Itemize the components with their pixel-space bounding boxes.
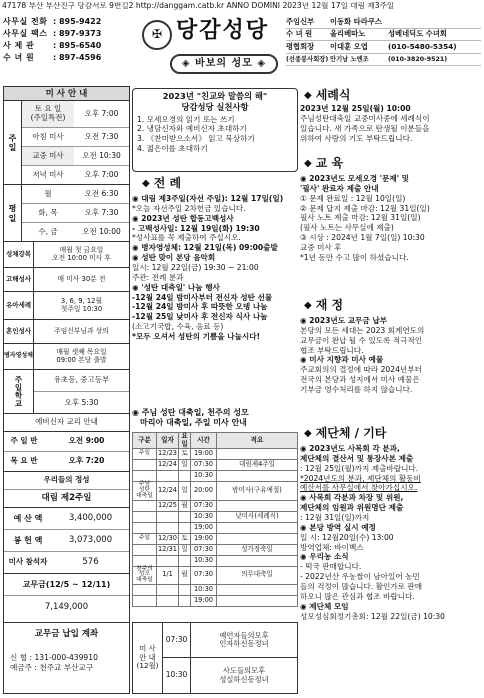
schedule-cell: 19:00 [191,449,217,460]
groups-item: ◉ 2023년도 사목회 각 분과, [300,444,400,453]
education-item: ① 문제 완료일 : 12월 10일(일) [300,193,406,203]
schedule-row [133,482,298,500]
groups-item: 제단체의 결산서 및 통장사본 제출 [300,453,414,463]
schedule-header-cell: 시간 [191,433,217,449]
offering-value: 3,400,000 [68,512,113,523]
groups-item: 하오니 많은 관심과 협조 바랍니다. [300,591,415,601]
mass-day: 아침 미사 [32,131,64,141]
mass-day: 토 요 일 (주일특전) [22,101,74,127]
schedule-cell [133,595,157,606]
schedule-cell: 12/23 [157,449,179,460]
schedule-row [133,500,298,511]
liturgy-item: -12월 25일 낮미사 후 전신자 식사 나눔 [132,312,268,322]
schedule-cell [157,471,179,482]
baptism-title: 세례식 [315,88,351,103]
schedule-cell [217,471,298,482]
mass-day: 교중 미사 [22,147,74,165]
mass-row [22,166,129,185]
offering-key: 봉 헌 액 [13,535,43,545]
schedule-cell: 19:00 [191,595,217,606]
schedule-header-cell: 구분 [133,433,157,449]
monthly-mass-text: 사도들의모후 성실하신동정녀 [219,666,269,684]
clergy-name: 안기남 노엔조 [330,55,369,63]
schedule-cell [157,511,179,522]
liturgy-item: *성사표를 꼭 제출하여 주십시오. [132,233,241,243]
catechumen-day: 주 일 반 [10,436,38,446]
sacrament-row [4,344,129,370]
liturgy-heading [142,176,181,192]
finance-title: 재 정 [315,298,344,313]
sunday-list [22,101,129,185]
schedule-cell [179,555,191,566]
schedule-cell: 일 [179,460,191,471]
schedule-cell: 일 [179,544,191,555]
contact-value: : 895-6540 [53,41,102,51]
sacrament-row [4,292,129,320]
offering-value: 3,073,000 [68,534,113,545]
mass-row [22,223,129,242]
clergy-row [286,41,481,54]
practice-item: 3. 《찬미받으소서》 읽고 묵상하기 [137,134,255,144]
masthead [134,18,282,84]
groups-list [300,444,482,621]
contact-row [3,40,131,52]
account-box [3,622,130,694]
sacraments-list [4,242,129,370]
schedule-cell: 성가정축일 [217,544,298,555]
mass-time: 오후 7:00 [84,108,119,118]
weekday-list [22,185,129,242]
schedule-cell: 10:30 [191,511,217,522]
mass-row [22,204,129,223]
offering-row [4,508,129,530]
education-heading [304,156,343,172]
groups-item: *2024년도의 분과, 제단체의 활동비 [300,473,421,483]
mass-time: 오전 6:30 [84,188,119,198]
schedule-row [133,595,298,606]
groups-item: ◉ 우리농 소식 [300,552,349,562]
schedule-cell [179,584,191,595]
weekday-label: 평 일 [4,185,22,242]
liturgy-item: ◉ 2023년 성탄 합동고백성사 [132,213,234,223]
liturgy-item: -12월 24일 밤미사 후 따뜻한 오뎅 나눔 [132,302,268,312]
schedule-cell: 07:30 [191,544,217,555]
education-item: 필사 노트 제출 마감: 12월 31일(일) [300,213,421,223]
liturgy-item: ◉ 병자영성체: 12월 21일(목) 09:00출발 [132,243,278,253]
contact-value: : 897-4596 [53,53,102,63]
schedule-cell: 대림제4주일 [217,460,298,471]
catechumen-row [4,432,129,452]
schedule-cell [133,555,157,566]
diamond-icon: ◆ [304,428,312,440]
finance-item: 기부금 영수처리를 하지 않습니다. [300,385,413,395]
education-title: 교 육 [315,156,344,171]
groups-item: 제단체의 임원과 위원명단 제출 [300,503,404,513]
sacrament-label: 성체강복 [4,242,34,267]
finance-item: ◉ 2023년도 교무금 납부 [300,316,388,325]
clergy-extra: 성베네딕도 수녀회 [388,29,447,39]
groups-title: 제단체 / 기타 [315,426,387,441]
mass-row [22,185,129,204]
parish-seal-icon: ✠ [142,20,172,50]
education-list [300,174,482,263]
offering-value: 576 [82,556,99,567]
practice-item: 2. 냉담신자와 예비신자 초대하기 [137,124,247,134]
schedule-cell [133,584,157,595]
mass-guide-title: 미 사 안 내 [4,87,129,101]
schedule-cell: 밤미사(구유예절) [217,482,298,500]
sacrament-row [4,268,129,292]
diamond-icon: ◆ [304,90,312,102]
education-item: 교중 미사 후 [300,243,342,253]
diamond-icon: ◆ [304,158,312,170]
schedule-cell [133,471,157,482]
contact-row [3,52,131,64]
schedule-cell [157,522,179,533]
groups-item: 들의 걱정이 많습니다. 활인가로 판매 [300,582,423,592]
schedule-cell [133,460,157,471]
liturgy-item: -12월 24일 밤미사부터 전신자 성탄 선물 [132,292,273,302]
schedule-cell [217,449,298,460]
practice-box [132,88,298,172]
schedule-row [133,533,298,544]
catechumen-day: 목 요 반 [10,456,38,466]
clergy-name: 올리베따노 [330,29,366,39]
groups-item: 방역업체: 바이벡스 [300,542,364,552]
schedule-header-row [133,433,298,449]
sacrament-label: 유아세례 [4,292,34,319]
clergy-key: 주임신부 [286,16,315,26]
practice-title: 2023년 "친교와 말씀의 해" [162,91,268,101]
sacrament-label: 고해성사 [4,268,34,291]
monthly-mass-box [132,622,298,694]
clergy-row [286,54,481,67]
top-line: 47178 부산 부산진구 당감서로 9번길2 http://danggam.catb.kr ANNO DOMINI 2023년 12월 17일 대림 제3주일 [2,2,395,10]
contact-key: 사무실 전화 [3,17,48,27]
clergy-name: 이동화 타라쿠스 [330,16,382,26]
education-item: ② 문제 답지 제출 마감: 12월 31일(일) [300,203,430,213]
schedule-cell [179,595,191,606]
offering-week: 대림 제2주일 [4,490,129,508]
sunday-school-label: 주 일 학 교 [4,370,34,414]
clergy-key: 평협회장 [286,41,315,51]
schedule-cell: 주일 [133,533,157,544]
schedule-row [133,584,298,595]
mass-day: 수, 금 [38,227,58,237]
contact-value: : 895-9422 [53,17,102,27]
liturgy-item: ◉ '성탄 대축일' 나눔 행사 [132,282,220,292]
sacrament-row [4,320,129,344]
schedule-cell: 월 [179,566,191,584]
groups-item: 일 시: 12월20일(수) 13:00 [300,532,394,542]
schedule-cell [133,522,157,533]
schedule-cell: 주일 [133,449,157,460]
liturgy-item: *모두 오셔서 성탄의 기쁨을 나눕시다! [132,332,261,342]
schedule-cell: 낮미사(세례식) [217,511,298,522]
sacrament-text: 매 미사 30분 전 [57,274,106,283]
schedule-cell [133,500,157,511]
liturgy-item: (소고기국밥, 수육, 음료 등) [132,322,224,332]
schedule-cell [157,555,179,566]
schedule-cell [157,595,179,606]
contact-row [3,28,131,40]
notice-line: ◉ 주님 성탄 대축일, 천주의 성모 [132,408,249,417]
liturgy-item: 주관: 전례 분과 [132,272,184,282]
contact-info [3,16,131,86]
clergy-info [286,16,481,86]
contact-row [3,16,131,28]
schedule-cell [217,584,298,595]
schedule-cell: 12/24 [157,460,179,471]
finance-item: 주교회의의 결정에 따라 2024년부터 [300,365,422,375]
notice-line: 마리아 대축일, 주일 미사 안내 [140,418,247,428]
liturgy-item: ◉ 대림 제3주일(자선 주일): 12월 17일(일) [132,194,284,203]
schedule-cell: 일 [179,482,191,500]
sunday-school-block [4,370,129,414]
schedule-cell: 10:30 [191,555,217,566]
finance-item: 전국의 본당과 성지에서 미사 예물은 [300,375,420,385]
clergy-key: 수 녀 원 [286,29,313,39]
sunday-mass-block [4,101,129,185]
groups-item: : 12월 25일(월)까지 제출바랍니다. [300,463,419,473]
christmas-notice [132,408,298,429]
offering-key: 예 산 액 [13,513,43,523]
groups-item: 예산서를 사무실에서 찾아가십시오. [300,483,418,493]
mass-day: 화, 목 [38,207,58,217]
mass-time: 오전 10:30 [82,150,121,160]
monthly-mass-text: 예언자들의모후 인자하신동정녀 [191,623,297,658]
groups-item: ◉ 본당 방역 실시 예정 [300,522,376,532]
schedule-cell [179,511,191,522]
finance-item: 본당의 모든 세대는 2023 회계연도의 [300,325,425,335]
clergy-row [286,16,481,29]
mass-day: 월 [44,188,52,198]
sunday-school-time: 오후 5:30 [64,397,99,407]
groups-item: ◉ 제단체 모임 [300,601,349,611]
schedule-cell [217,500,298,511]
mass-row [22,101,129,128]
clergy-extra: (010-5480-5354) [388,41,457,51]
right-column [300,86,482,694]
schedule-header-cell: 적요 [217,433,298,449]
schedule-header-cell: 일자 [157,433,179,449]
schedule-cell: 07:30 [191,500,217,511]
diamond-icon: ◆ [142,178,150,190]
mass-time: 오후 7:00 [84,170,119,180]
monthly-mass-time: 07:30 [163,623,191,658]
dues-label: 교무금(12/5 ~ 12/11) [4,574,129,596]
liturgy-item: *오늘 자선주일 2차헌금 있습니다. [132,203,246,213]
finance-heading [304,298,343,314]
schedule-cell: 19:00 [191,533,217,544]
mass-time: 오후 7:30 [84,207,119,217]
sacrament-text: 주임신부님과 상의 [54,326,109,335]
schedule-cell [217,533,298,544]
sacrament-label: 혼인성사 [4,320,34,343]
sunday-label: 주 일 [4,101,22,185]
schedule-cell: 1/1 [157,566,179,584]
groups-heading [304,426,386,442]
schedule-cell: 월 [179,500,191,511]
finance-list [300,316,482,395]
offering-key: 미사 참석자 [8,557,48,567]
schedule-cell: 10:30 [191,471,217,482]
education-item: '필사' 완료자 제출 안내 [300,183,379,193]
practice-item: 1. 모세오경의 읽기 또는 쓰기 [137,114,235,124]
schedule-row [133,544,298,555]
account-line: 신 협 : 131-000-439910 [10,653,98,662]
finance-item: 교무금이 완납 될 수 있도록 적극적인 [300,335,423,345]
schedule-row [133,511,298,522]
account-title: 교무금 납입 계좌 [34,629,99,640]
finance-item: 협조 부탁드립니다. [300,345,364,355]
schedule-cell [217,522,298,533]
catechumen-row [4,452,129,472]
mass-time: 오전 10:00 [82,227,121,237]
contact-key: 사무실 팩스 [3,29,48,39]
account-line: 예금주 : 천주교 부산교구 [10,662,94,672]
mass-row [22,128,129,147]
mass-schedule-table [132,432,298,607]
practice-item: 4. 젊은이를 초대하기 [137,144,208,154]
liturgy-title: 전 례 [153,176,182,191]
schedule-cell [217,595,298,606]
offering-row [4,530,129,552]
schedule-cell: 12/31 [157,544,179,555]
schedule-cell: 10:30 [191,584,217,595]
schedule-cell: 07:30 [191,460,217,471]
schedule-cell [157,584,179,595]
schedule-header-cell: 요일 [179,433,191,449]
monthly-mass-time: 10:30 [163,658,191,693]
baptism-item: 2023년 12월 25일(월) 10:00 [300,104,411,113]
schedule-row [133,555,298,566]
clergy-row [286,29,481,42]
sacrament-label: 병자영성체 [4,344,34,369]
schedule-cell [133,544,157,555]
offering-row [4,552,129,574]
mass-time: 오전 7:30 [84,131,119,141]
baptism-item: 위하여 사랑의 기도 부탁드립니다. [300,133,413,143]
clergy-key: (선종봉사회장) [286,55,329,63]
schedule-cell: 12/25 [157,500,179,511]
baptism-list [300,104,482,143]
weekday-mass-block [4,185,129,242]
contact-key: 수 녀 원 [3,53,35,63]
middle-column [132,86,298,694]
education-item: ◉ 2023년도 모세오경 '문제' 및 [300,174,410,183]
parish-motto: ◈ 바보의 성모 ◈ [170,54,278,74]
schedule-cell: 토 [179,449,191,460]
catechumen-time: 오전 9:00 [68,436,105,446]
sacrament-text: 매월 첫 금요일 오전 10:00 미사 후 [52,245,111,262]
schedule-row [133,460,298,471]
schedule-cell: 19:00 [191,522,217,533]
left-column [3,86,130,694]
sunday-school-grade: 유초등, 중고등부 [34,370,129,392]
diamond-icon: ◆ [304,300,312,312]
schedule-cell [179,522,191,533]
dues-value: 7,149,000 [44,602,89,613]
education-item: (필사 노트는 사무실에 제출) [300,223,394,233]
schedule-cell [179,471,191,482]
catechumen-title: 예비신자 교리 안내 [4,414,129,432]
groups-item: ◉ 사목회 각분과 차장 및 위원, [300,493,404,503]
offering-title: 우리들의 정성 [4,472,129,490]
schedule-cell: 의무대축일 [217,566,298,584]
schedule-row [133,471,298,482]
education-item: *1년 동안 수고 많이 하셨습니다. [300,252,409,262]
liturgy-item: ◉ 성탄 맞이 본당 음악회 [132,253,216,263]
schedule-cell: 20:00 [191,482,217,500]
schedule-cell: 토 [179,533,191,544]
education-item: ③ 시상 : 2024년 1월 7일(일) 10:30 [300,233,425,243]
schedule-cell [133,511,157,522]
groups-item: : 12월 31일(일)까지 [300,513,370,523]
schedule-row [133,449,298,460]
contact-key: 사 제 관 [3,41,35,51]
sacrament-text: 매월 셋째 목요일 09:00 본당 출발 [56,347,107,364]
schedule-row [133,566,298,584]
schedule-cell: 천주의 성모 대축일 [133,566,157,584]
clergy-extra: (010-3820-9521) [388,55,448,63]
monthly-mass-label: 미 사 안 내 (12월) [133,623,163,693]
liturgy-item: - 고백성사일: 12월 19일(화) 19:30 [132,223,260,233]
schedule-cell: 07:30 [191,566,217,584]
schedule-cell: 주님 성탄 대축일 [133,482,157,500]
page-title: 당감성당 [176,18,270,43]
contact-value: : 897-9373 [53,29,102,39]
mass-day: 저녁 미사 [32,170,64,180]
groups-item: - 2022년산 우농쌀이 남아있어 농민 [300,572,420,582]
offering-list [4,508,129,574]
schedule-cell: 12/30 [157,533,179,544]
practice-subtitle: 당감성당 실천사항 [181,101,249,112]
catechumen-time: 오후 7:20 [68,456,105,466]
finance-item: ◉ 미사 지향과 미사 예물 [300,355,384,365]
sacrament-row [4,242,129,268]
clergy-name: 이대훈 오엽 [330,41,368,51]
schedule-row [133,522,298,533]
mass-schedule-body [133,433,298,607]
mass-row [22,147,129,166]
liturgy-list [132,194,298,342]
sacrament-text: 3, 6, 9, 12월 첫주일 10:30 [60,296,103,313]
groups-item: - 떡국 판매합니다. [300,562,362,572]
baptism-heading [304,88,350,104]
baptism-item: 주님성탄대축일 교중미사중에 세례식이 [300,113,430,123]
groups-item: 성모성심회정기총회: 12월 22일(금) 10:30 [300,611,445,621]
liturgy-item: 일시: 12월 22일(금) 19:30 ~ 21:00 [132,263,259,273]
schedule-cell: 12/24 [157,482,179,500]
schedule-cell [217,555,298,566]
baptism-item: 있습니다. 새 가족으로 탄생될 이분들을 [300,123,430,133]
